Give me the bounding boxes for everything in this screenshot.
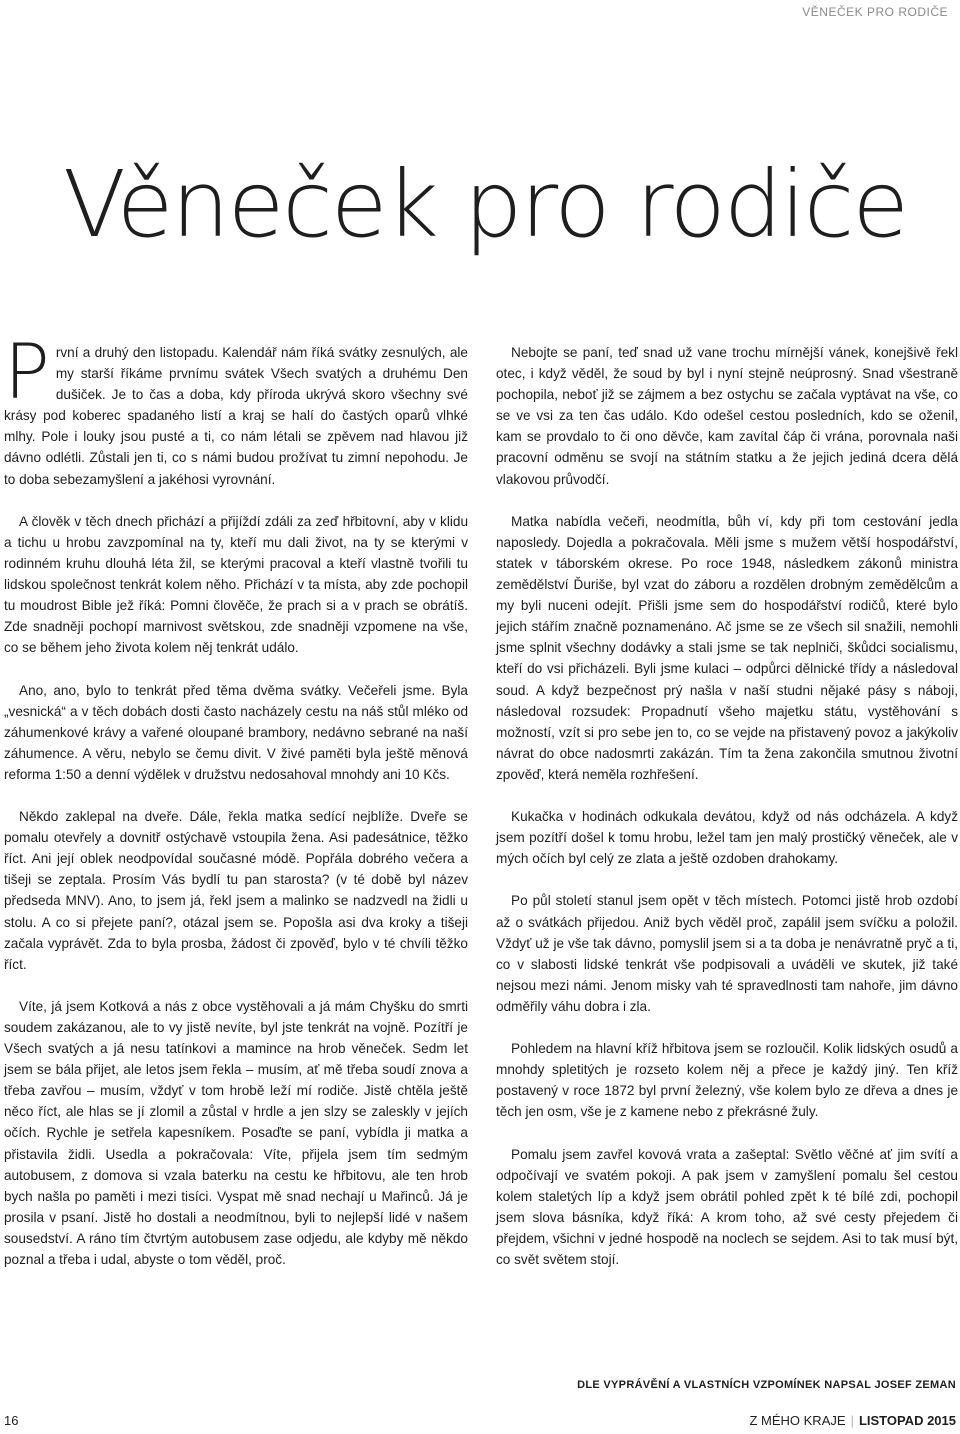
article-paragraph: Pomalu jsem zavřel kovová vrata a zašeptal: Světlo věčné ať jim svítí a odpočívají ve svatém pokoji. A pak jsem v zamyšlení pomalu šel cestou kolem staletých líp a když jsem obrátil pohled zpět k té bílé zdi, pochopil jsem slova básníka, když říká: A krom toho, až své cesty přejedem či přejdem, všichni v jedné hospodě na noclech se sejdem. Asi to tak musí být, co svět světem stojí. [496, 1146, 958, 1268]
article-paragraph: A člověk v těch dnech přichází a přijíždí zdáli za zeď hřbitovní, aby v klidu a tichu u hrobu zavzpomínal na ty, kteří mu dali život, na ty se kterými v rodinném kruhu dlouhá léta žil, se kterými pracoval a kteří vlastně tvořili tu lidskou společnost tenkrát kolem něho. Přichází v ta místa, aby zde pochopil tu moudrost Bible jež říká: Pomni člověče, že prach si a v prach se obrátíš. Zde snadněji pochopí marnivost světskou, zde snadněji vzpomene na vše, co se během jeho života kolem něj tenkrát událo. [4, 513, 468, 656]
running-head: VĚNEČEK PRO RODIČE [802, 5, 948, 19]
article-paragraph [4, 327, 468, 490]
article-paragraph: Víte, já jsem Kotková a nás z obce vystěhovali a já mám Chyšku do smrti soudem zakázanou, ale to vy jistě nevíte, byl jste tenkrát na vojně. Pozítří je Všech svatých a já nesu tatínkovi a mamince na hrob věneček. Sedm let jsem se bála přijet, ale letos jsem řekla – musím, ať mě třeba soudí znova a třeba zavřou – musím, vždyť v tom hrobě leží mí rodiče. Jistě chtěla ještě něco říct, ale hlas se jí zlomil a zůstal v hrdle a jen slzy se zaleskly v jejích očích. Rychle je setřela kapesníkem. Posaďte se paní, vybídla ji matka a přistavila židli. Usedla a pokračovala: Víte, přijela jsem tím sedmým autobusem, z domova si vzala baterku na cestu ke hřbitovu, ale ten hrob bych našla po paměti i mezi tisíci. Vyspat mě snad nechají u Mařinců. Já je prosila v psaní. Jistě ho dostali a neodmítnou, byli to nejlepší lidé v našem sousedství. A ráno tím čtvrtým autobusem zase odjedu, ale kdyby mě někdo poznal a třeba i udal, abyste o tom věděl, proč. [4, 998, 468, 1268]
article-paragraph: Matka nabídla večeři, neodmítla, bůh ví, kdy při tom cestování jedla naposledy. Dojedla a pokračovala. Měli jsme s mužem větší hospodářství, statek v táborském okrese. Po roce 1948, následkem zákonů ministra zemědělství Ďuriše, byl vzat do záboru a rozdělen drobným zemědělcům a my byli nuceni odejít. Přišli jsme sem do hospodářství rodičů, které bylo jejich stářím značně poznamenáno. Ač jsme se ze všech sil snažili, nemohli jsme splnit všechny dodávky a stali jsme se tak neplniči, škůdci socialismu, kteří do vsi přicházeli. Byli jsme kulaci – odpůrci dělnické třídy a následoval soud. A když bezpečnost prý našla v naší studni nějaké pásy s náboji, následoval rozsudek: Propadnutí všeho majetku státu, vystěhování s možností, vzít si pro sebe jen to, co se vejde na přistavený povoz a jakýkoliv návrat do obce nadosmrti zakázán. Tím ta žena zakončila smutnou životní zpověď, která neměla rozhřešení. [496, 513, 958, 782]
article-paragraph: Kukačka v hodinách odkukala devátou, když od nás odcházela. A když jsem pozítří došel k tomu hrobu, ležel tam jen malý prostičký věneček, ale v mých očích byl celý ze zlata a ještě ozdoben drahokamy. [496, 809, 958, 867]
article-paragraph: Nebojte se paní, teď snad už vane trochu mírnější vánek, konejšivě řekl otec, i když věděl, že soud by byl i nyní stejně neúprosný. Snad všestraně pochopila, neboť již se zájmem a bez ostychu se začala vyptávat na vše, co se ve vsi za ten čas událo. Kdo odešel cestou posledních, kdo se oženil, kam se provdalo to či ono děvče, kam zavítal čáp či vrána, porovnala naši pracovní odměnu se svojí na státním statku a že jejich jediná dcera dělá vlakovou průvodčí. [496, 345, 958, 487]
article-paragraph: Pohledem na hlavní kříž hřbitova jsem se rozloučil. Kolik lidských osudů a mnohdy spletitých je rozseto kolem něj a přece je každý jiný. Ten kříž postavený v roce 1872 byl první železný, vše kolem bylo ze dřeva a dnes je těch jen osm, vše je z kamene nebo z překrásné žuly. [496, 1041, 958, 1120]
issue-label: LISTOPAD 2015 [858, 1413, 956, 1428]
paragraph-text: rvní a druhý den listopadu. Kalendář nám říká svátky zesnulých, ale my starší říkáme prvnímu svátek Všech svatých a druhému Den dušiček. Je to čas a doba, kdy příroda ukrývá skoro všechny své krásy pod koberec spadaného listí a kraj se halí do častých oparů vlhké mlhy. Pole i louky jsou pusté a ti, co nám létali se zpěvem nad hlavou již dávno odlétli. Zůstali jen ti, co s námi budou prožívat tu zimní nepohodu. Je to doba sebezamyšlení a jakéhosi vyrovnání. [4, 345, 468, 487]
article-paragraph: Někdo zaklepal na dveře. Dále, řekla matka sedící nejblíže. Dveře se pomalu otevřely a dovnitř ostýchavě vstoupila žena. Asi padesátnice, těžko říct. Ani její oblek neodpovídal současné módě. Popřála dobrého večera a tišeji se zeptala. Prosím Vás bydlí tu pan starosta? (v té době byl název předseda MNV). Ano, to jsem já, řekl jsem a malinko se nadzvedl na židli u stolu. A co si přejete paní?, otázal jsem se. Popošla asi dva kroky a tišeji začala vyprávět. Zda to byla prosba, žádost či zpověď, bylo v té chvíli těžko říct. [4, 809, 468, 972]
left-column [4, 327, 468, 1291]
right-column [496, 342, 958, 1291]
article-title: Věneček pro rodiče [63, 151, 907, 258]
footer-magazine [749, 1413, 956, 1428]
page-number: 16 [4, 1413, 19, 1428]
magazine-name: Z MÉHO KRAJE [749, 1413, 846, 1428]
drop-cap: P [4, 327, 50, 416]
article-paragraph: Ano, ano, bylo to tenkrát před těma dvěma svátky. Večeřeli jsme. Byla „vesnická“ a v těch dobách dosti často nacházely cestu na náš stůl mléko od záhumenkové krávy a vařené oloupané brambory, nedávno sebrané na naší záhumence. A věru, nebylo se čemu divit. V živé paměti byla ještě měnová reforma 1:50 a denní výdělek v družstvu nedosahoval mnohdy ani 10 Kčs. [4, 682, 468, 782]
author-signature: DLE VYPRÁVĚNÍ A VLASTNÍCH VZPOMÍNEK NAPSAL JOSEF ZEMAN [577, 1379, 956, 1391]
footer-separator: | [850, 1413, 854, 1428]
article-paragraph: Po půl století stanul jsem opět v těch místech. Potomci jistě hrob ozdobí až o svátkách přijedou. Aniž bych věděl proč, zapálil jsem svíčku a položil. Vždyť už je vše tak dávno, pomyslil jsem si a ta doba je nenávratně pryč a ti, co v slabosti lidské tenkrát vše podpisovali a uváděli ve skutek, již také nejsou mezi námi. Jenom misky vah té spravedlnosti tam nahoře, jim dávno odměřily váhu dobra i zla. [496, 893, 958, 1014]
